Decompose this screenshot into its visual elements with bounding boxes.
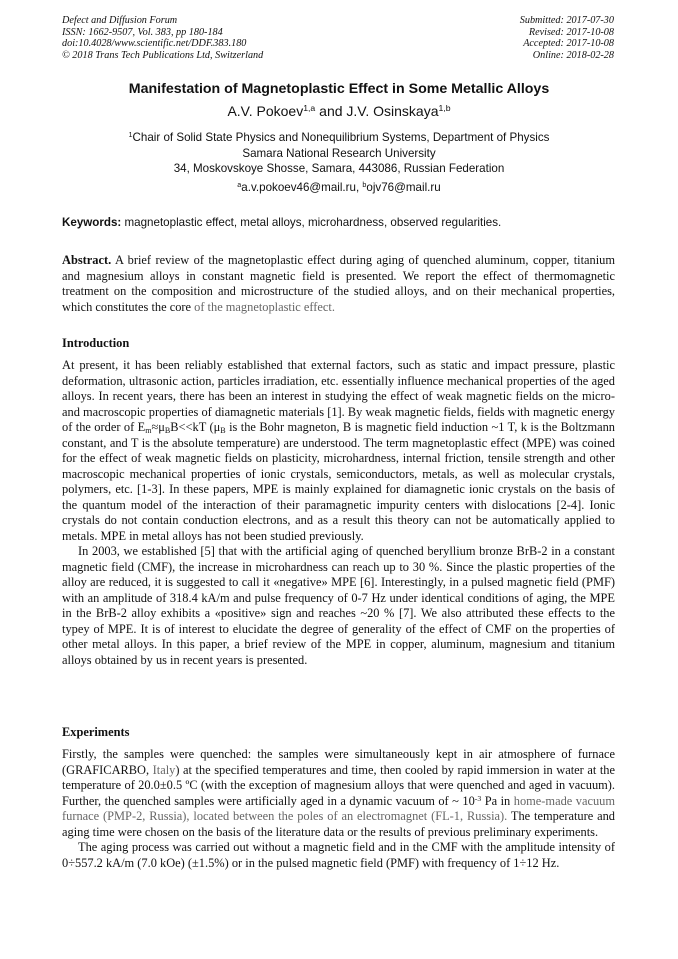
author-1: A.V. Pokoev — [227, 103, 304, 119]
author-emails — [0, 181, 678, 194]
date-revised: Revised: 2017-10-08 — [528, 26, 614, 38]
experiments-paragraph-1: Firstly, the samples were quenched: the samples were simultaneously kept in air atmosphere of furnace (GRAFICARBO, Italy) at the specified temperatures and time, then cooled by rapid immersion in water at the temperature of 20.0±0.5 ºC (with the exception of magnesium alloys that were quenched and aged in vacuum). Further, the quenched samples were artificially aged in a dynamic vacuum of ~ $10^{-3}$ Pa in home-made vacuum furnace (PMP-2, Russia), located between the poles of an electromagnet (FL-1, Russia). The temperature and aging time were chosen on the basis of the literature data or the results of previous preliminary experiments. — [62, 747, 616, 839]
journal-issn: ISSN: 1662-9507, Vol. 383, pp 180-184 — [62, 26, 223, 38]
abstract-text-grey: of the magnetoplastic effect. — [194, 299, 335, 314]
intro-paragraph-1: At present, it has been reliably established that external factors, such as static and impact pressure, plastic deformation, ultrasonic action, particles irradiation, etc. essentially influence mechanical properties of the aged alloys. In recent years, there has been an interest in studying the effect of weak magnetic fields on the micro- and macroscopic properties of diamagnetic materials [1]. By weak magnetic fields, fields with magnetic energy of the order of $E_m\approx\mu_BB<<kT$ ($\mu_B$ is the Bohr magneton, B is magnetic field induction ~1 T, k is the Boltzmann constant, and T is the absolute temperature) are understood. The term magnetoplastic effect (MPE) was coined for the effect of weak magnetic fields on plasticity, microhardness, internal friction, tensile strength and other macroscopic mechanical properties of ionic crystals, semiconductors, metals, as well as molecular crystals, polymers, etc. [1-3]. In these papers, MPE is mainly explained for diamagnetic ionic crystals on the basis of the quantum model of the interaction of their paramagnetic impurity centers with dislocations [2-4]. Ionic crystals do not contain conduction electrons, and as a result this theory can not be automatically applied to metals. MPE in metal alloys has not been studied previously. — [62, 358, 616, 543]
email-a-sup: a — [237, 180, 242, 190]
experiments-body — [62, 747, 615, 871]
authors — [0, 103, 678, 119]
intro-heading: Introduction — [62, 336, 130, 350]
paper-title: Manifestation of Magnetoplastic Effect in Some Metallic Alloys — [128, 81, 550, 97]
abstract-label: Abstract. — [62, 253, 112, 267]
journal-name: Defect and Diffusion Forum — [62, 15, 178, 26]
date-accepted: Accepted: 2017-10-08 — [523, 38, 614, 50]
intro-body — [62, 358, 615, 668]
authors-and: and — [315, 103, 347, 119]
abstract-text: A brief review of the magnetoplastic effect during aging of quenched aluminum, copper, titanium and magnesium alloys in constant magnetic field is presented. We report the effect of thermomagnetic treatment on the composition and microstructure of the studied alloys, and on their mechanical properties, which constitutes the core — [62, 253, 615, 314]
email-a: a.v.pokoev46@mail.ru, — [241, 181, 363, 194]
affiliation — [0, 130, 678, 177]
affiliation-line-1: Chair of Solid State Physics and Nonequilibrium Systems, Department of Physics — [132, 131, 550, 144]
keywords — [62, 216, 616, 229]
keywords-label: Keywords: — [62, 216, 122, 229]
journal-copyright: © 2018 Trans Tech Publications Ltd, Switzerland — [62, 49, 264, 61]
author-1-sup: 1,a — [303, 103, 316, 114]
publication-dates — [520, 15, 614, 61]
email-b: ojv76@mail.ru — [366, 181, 441, 194]
journal-info — [62, 15, 263, 61]
experiments-heading: Experiments — [62, 725, 130, 739]
journal-doi: doi:10.4028/www.scientific.net/DDF.383.180 — [62, 38, 247, 50]
author-2: J.V. Osinskaya — [346, 103, 439, 119]
author-2-sup: 1,b — [438, 103, 451, 114]
email-b-sup: b — [362, 180, 367, 190]
affiliation-line-2: Samara National Research University — [242, 146, 436, 160]
intro-paragraph-2: In 2003, we established [5] that with the artificial aging of quenched beryllium bronze BrB-2 in a constant magnetic field (CMF), the increase in microhardness can reach up to 30 %. Since the plastic properties of the alloy are reduced, it is suggested to call it «negative» MPE [6]. Interestingly, in a pulsed magnetic field (PMF) with an amplitude of 318.4 kA/m and pulse frequency of 0-7 Hz under identical conditions of aging, the MPE in the BrB-2 alloy exhibits a «positive» sign and reaches ~20 % [7]. We also attributed these effects to the typey of MPE. It is of interest to elucidate the degree of generality of the effect of CMF on the properties of other metal alloys. In this paper, a brief review of the MPE in copper, aluminum, magnesium and titanium alloys obtained by us in recent years is presented. — [62, 544, 615, 667]
date-submitted: Submitted: 2017-07-30 — [519, 15, 614, 26]
date-online: Online: 2018-02-28 — [532, 49, 614, 61]
affiliation-line-3: 34, Moskovskoye Shosse, Samara, 443086, Russian Federation — [173, 162, 505, 175]
abstract — [62, 253, 615, 315]
affiliation-sup: 1 — [128, 130, 133, 140]
experiments-paragraph-2: The aging process was carried out without a magnetic field and in the CMF with the amplitude intensity of 0÷557.2 kA/m (7.0 kOe) (±1.5%) or in the pulsed magnetic field (PMF) with frequency of 1÷12 Hz. — [62, 840, 615, 870]
keywords-text: magnetoplastic effect, metal alloys, microhardness, observed regularities. — [121, 216, 502, 229]
